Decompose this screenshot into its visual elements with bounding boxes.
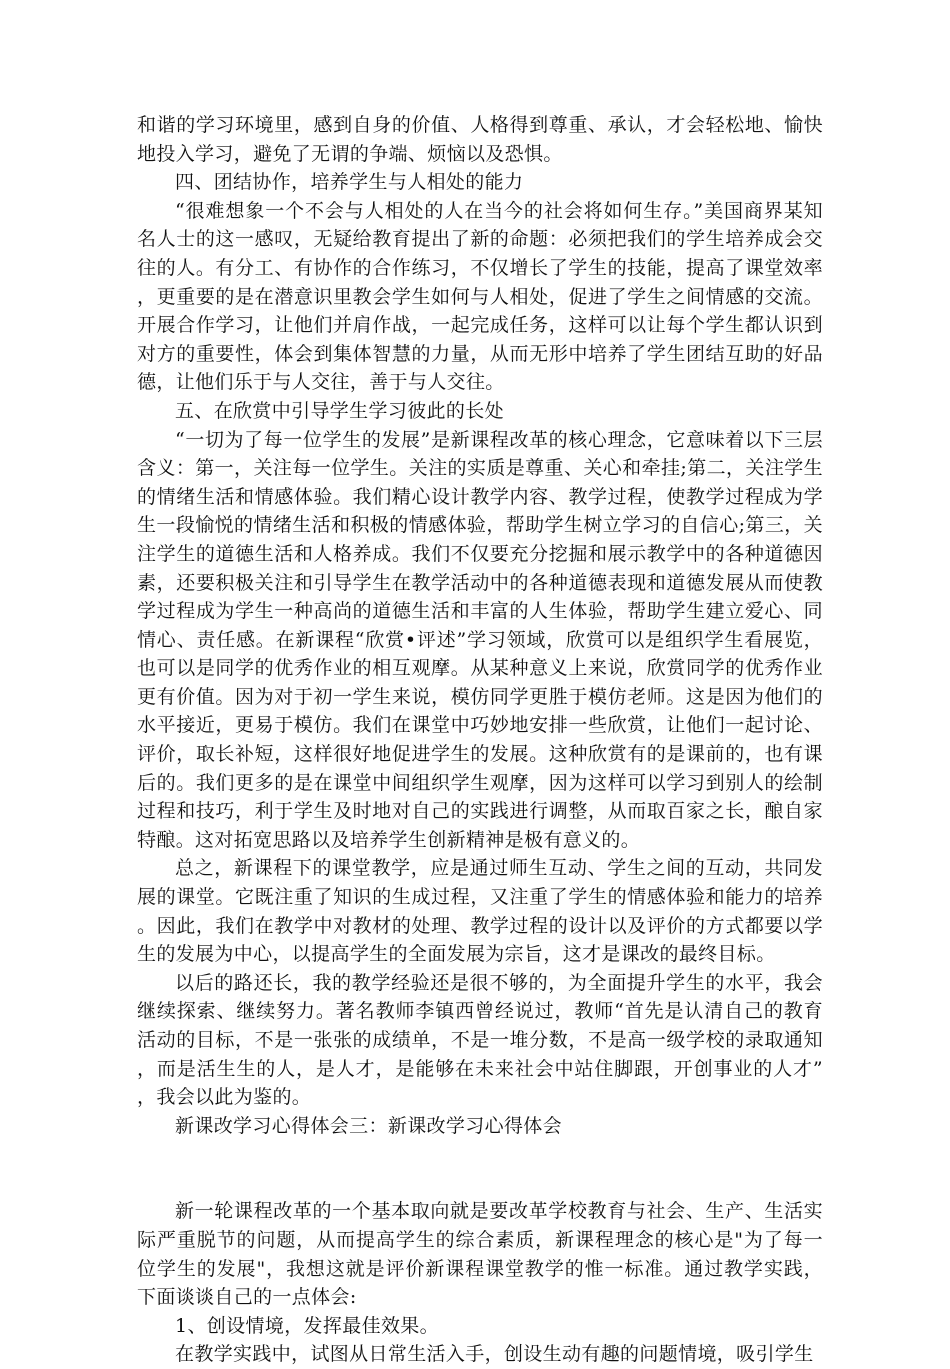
section-heading-5: 五、在欣赏中引导学生学习彼此的长处 xyxy=(175,399,504,422)
paragraph-1: 和谐的学习环境里，感到自身的价值、人格得到尊重、承认，才会轻松地、愉快地投入学习，避免了无谓的争端、烦恼以及恐惧。 xyxy=(137,114,823,165)
paragraph-7: 在教学实践中，试图从日常生活入手，创设生动有趣的问题情境，吸引学生 xyxy=(175,1343,814,1366)
paragraph-2: “很难想象一个不会与人相处的人在当今的社会将如何生存。”美国商界某知名人士的这一感叹，无疑给教育提出了新的命题：必须把我们的学生培养成会交往的人。有分工、有协作的合作练习，不仅增长了学生的技能，提高了课堂效率，更重要的是在潜意识里教会学生如何与人相处，促进了学生之间情感的交流。开展合作学习，让他们并肩作战，一起完成任务，这样可以让每个学生都认识到对方的重要性，体会到集体智慧的力量，从而无形中培养了学生团结互助的好品德，让他们乐于与人交往，善于与人交往。 xyxy=(137,199,823,394)
paragraph-6: 新一轮课程改革的一个基本取向就是要改革学校教育与社会、生产、生活实际严重脱节的问题，从而提高学生的综合素质，新课程理念的核心是"为了每一位学生的发展"，我想这就是评价新课程课堂教学的惟一标准。通过教学实践，下面谈谈自己的一点体会: xyxy=(137,1200,823,1309)
article-title: 新课改学习心得体会三：新课改学习心得体会 xyxy=(175,1114,563,1137)
section-heading-4: 四、团结协作，培养学生与人相处的能力 xyxy=(175,171,524,194)
paragraph-3: “一切为了每一位学生的发展”是新课程改革的核心理念，它意味着以下三层含义：第一，关注每一位学生。关注的实质是尊重、关心和牵挂;第二，关注学生的情绪生活和情感体验。我们精心设计教学内容、教学过程，使教学过程成为学生一段愉悦的情绪生活和积极的情感体验，帮助学生树立学习的自信心;第三，关注学生的道德生活和人格养成。我们不仅要充分挖掘和展示教学中的各种道德因素，还要积极关注和引导学生在教学活动中的各种道德表现和道德发展从而使教学过程成为学生一种高尚的道德生活和丰富的人生体验，帮助学生建立爱心、同情心、责任感。在新课程“欣赏•评述”学习领域，欣赏可以是组织学生看展览，也可以是同学的优秀作业的相互观摩。从某种意义上来说，欣赏同学的优秀作业更有价值。因为对于初一学生来说，模仿同学更胜于模仿老师。这是因为他们的水平接近，更易于模仿。我们在课堂中巧妙地安排一些欣赏，让他们一起讨论、评价，取长补短，这样很好地促进学生的发展。这种欣赏有的是课前的，也有课后的。我们更多的是在课堂中间组织学生观摩，因为这样可以学习到别人的绘制过程和技巧，利于学生及时地对自己的实践进行调整，从而取百家之长，酿自家特酿。这对拓宽思路以及培养学生创新精神是极有意义的。 xyxy=(137,428,823,851)
paragraph-4: 总之，新课程下的课堂教学，应是通过师生互动、学生之间的互动，共同发展的课堂。它既注重了知识的生成过程，又注重了学生的情感体验和能力的培养。因此，我们在教学中对教材的处理、教学过程的设计以及评价的方式都要以学生的发展为中心，以提高学生的全面发展为宗旨，这才是课改的最终目标。 xyxy=(137,857,823,966)
paragraph-5: 以后的路还长，我的教学经验还是很不够的，为全面提升学生的水平，我会继续探索、继续努力。著名教师李镇西曾经说过，教师“首先是认清自己的教育活动的目标，不是一张张的成绩单，不是一堆分数，不是高一级学校的录取通知，而是活生生的人，是人才，是能够在未来社会中站住脚跟，开创事业的人才”，我会以此为鉴的。 xyxy=(137,971,823,1109)
list-item-1: 1、创设情境，发挥最佳效果。 xyxy=(175,1314,439,1337)
blank-gap xyxy=(137,1140,823,1197)
document-page xyxy=(137,111,823,1369)
